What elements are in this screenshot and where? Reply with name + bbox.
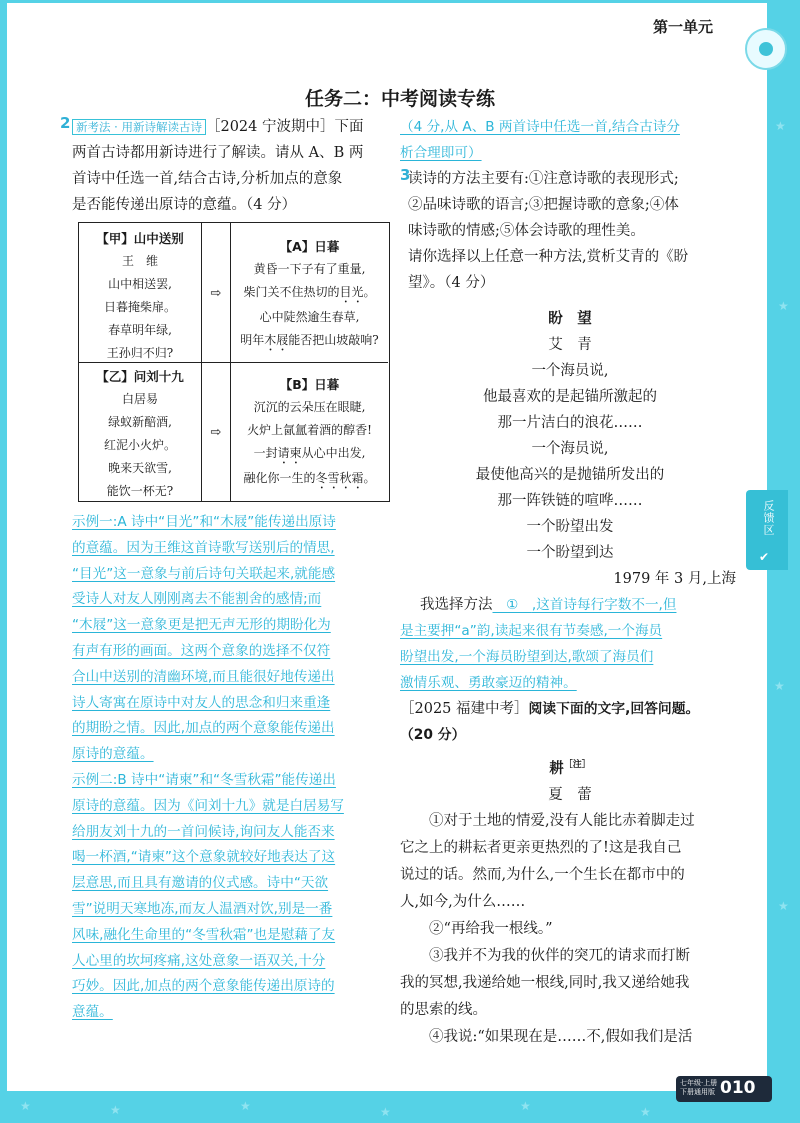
poem-line: 那一阵铁链的喧哗……	[497, 493, 643, 509]
star-decoration: ★	[778, 899, 789, 913]
emphasized-imagery: 冬雪秋霜	[315, 471, 364, 485]
poem-title: 盼 望	[548, 310, 592, 327]
question-text: 是否能传递出原诗的意蕴。（4 分）	[72, 197, 297, 213]
question-text: 首诗中任选一首,结合古诗,分析加点的意象	[72, 171, 343, 187]
answer-line: 的意蕴。因为王维这首诗歌写送别后的情思,	[72, 539, 335, 556]
answer-line: “目光”这一意象与前后诗句关联起来,就能感	[72, 565, 336, 582]
unit-label: 第一单元	[653, 18, 714, 36]
answer-line: 层意思,而且具有邀请的仪式感。诗中“天欲	[72, 875, 329, 892]
emphasized-imagery: 目光	[339, 285, 364, 299]
poem-line: 最使他高兴的是抛锚所发出的	[475, 467, 665, 483]
essay-author: 夏 蕾	[548, 786, 592, 803]
poem-date: 1979 年 3 月,上海	[613, 571, 736, 587]
star-decoration: ★	[774, 679, 785, 693]
unit-badge-icon	[745, 28, 787, 70]
answer-line: 示例二:B 诗中“请柬”和“冬雪秋霜”能传递出	[72, 771, 336, 788]
answer-line: “木屐”这一意象更是把无声无形的期盼化为	[72, 617, 331, 634]
arrow-right-icon: ⇨	[210, 285, 222, 301]
star-decoration: ★	[240, 1099, 251, 1113]
question-text: 味诗歌的情感;⑤体会诗歌的理性美。	[408, 223, 645, 239]
answer-method: ①	[492, 597, 532, 613]
poem-line: 他最喜欢的是起锚所激起的	[483, 389, 657, 405]
question-text: 下面	[334, 119, 364, 135]
star-decoration: ★	[520, 1099, 531, 1113]
question-source: ［2025 福建中考］	[400, 701, 529, 717]
answer-line: 诗人寄寓在原诗中对友人的思念和归来重逢	[72, 694, 331, 711]
answer-line: 是主要押“a”韵,读起来很有节奏感,一个海员	[400, 623, 663, 639]
question-number: 2	[60, 114, 71, 132]
answer-line: 盼望出发,一个海员盼望到达,歌颂了海员们	[400, 649, 654, 665]
answer-block	[72, 510, 390, 1026]
essay-line: ③我并不为我的伙伴的突兀的请求而打断	[429, 947, 690, 964]
answer-line: 析合理即可）	[400, 145, 482, 161]
poem-line: 一个海员说,	[531, 441, 609, 457]
question-text: 望》。（4 分）	[408, 275, 495, 291]
essay-title: 耕$^{[注]}$	[549, 759, 591, 777]
ancient-poem-jia: 【甲】山中送别 王 维 山中相送罢, 日暮掩柴扉。 春草明年绿, 王孙归不归?	[79, 223, 202, 362]
page-number-badge	[676, 1076, 772, 1102]
answer-line: 雪”说明天寒地冻,而友人温酒对饮,别是一番	[72, 900, 333, 917]
star-decoration: ★	[20, 1099, 31, 1113]
feedback-tab[interactable]: 反馈区 ✔	[746, 490, 788, 570]
answer-line: 意蕴。	[72, 1004, 113, 1021]
question-tag: 新考法 · 用新诗解读古诗	[72, 119, 206, 135]
star-decoration: ★	[778, 299, 789, 313]
answer-line: 受诗人对友人刚刚离去不能割舍的感情;而	[72, 591, 322, 608]
table-row	[79, 223, 388, 363]
question-text: ②品味诗歌的语言;③把握诗歌的意象;④体	[408, 197, 679, 213]
star-decoration: ★	[110, 1103, 121, 1117]
book-label: 七年级·上册 下册通用版	[680, 1079, 718, 1096]
answer-line: 示例一:A 诗中“目光”和“木屐”能传递出原诗	[72, 514, 336, 530]
ancient-poem-yi: 【乙】问刘十九 白居易 绿蚁新醅酒, 红泥小火炉。 晚来天欲雪, 能饮一杯无?	[79, 363, 202, 501]
answer-line: 给朋友刘十九的一首问候诗,询问友人能否来	[72, 823, 335, 840]
question-source: ［2024 宁波期中］	[205, 119, 335, 135]
question-2	[72, 114, 390, 218]
essay-line: ②“再给我一根线。”	[429, 920, 553, 937]
answer-prompt: 我选择方法	[420, 597, 493, 613]
new-poem-b: 【B】日暮 沉沉的云朵压在眼睫, 火炉上氤氲着酒的醇香! 一封请柬从心中出发, 融化你一生的冬雪秋霜。	[243, 377, 376, 485]
poem-line: 一个盼望出发	[526, 519, 614, 535]
new-poem-a: 【A】日暮 黄昏一下子有了重量, 柴门关不住热切的目光。 心中陡然逾生春草, 明年木屐能否把山坡敲响?	[240, 239, 379, 347]
answer-line: 的期盼之情。因此,加点的两个意象能传递出	[72, 720, 335, 737]
essay-line: 我的冥想,我递给她一根线,同时,我又递给她我	[400, 974, 690, 991]
answer-line: 激情乐观、勇敢豪迈的精神。	[400, 675, 577, 691]
essay-note: ［注］	[563, 760, 591, 770]
essay-line: ④我说:“如果现在是……不,假如我们是活	[429, 1028, 693, 1045]
question-number: 3	[400, 166, 411, 184]
top-bar	[7, 3, 767, 41]
check-icon: ✔	[759, 550, 770, 564]
answer-line: 风味,融化生命里的“冬雪秋霜”也是慰藉了友	[72, 926, 336, 943]
answer-line: 有声有形的画面。这两个意象的选择不仅符	[72, 642, 331, 659]
essay-line: 的思索的线。	[400, 1001, 487, 1018]
question-text: 阅读下面的文字,回答问题。	[528, 701, 700, 717]
poem-line: 那一片洁白的浪花……	[497, 415, 643, 431]
essay-line: 人,如今,为什么……	[400, 893, 526, 910]
star-decoration: ★	[775, 119, 786, 133]
question-score: （20 分）	[400, 727, 466, 743]
star-decoration: ★	[380, 1105, 391, 1119]
question-text: 读诗的方法主要有:①注意诗歌的表现形式;	[408, 171, 679, 187]
poem-author: 艾 青	[548, 337, 592, 353]
poem-line: 一个盼望到达	[526, 545, 614, 561]
page-title: 任务二：中考阅读专练	[304, 88, 495, 110]
poem-line: 一个海员说,	[531, 363, 609, 379]
answer-line: 原诗的意蕴。	[72, 746, 154, 763]
arrow-right-icon: ⇨	[210, 425, 222, 440]
answer-line: 巧妙。因此,加点的两个意象能传递出原诗的	[72, 978, 335, 995]
essay-line: 说过的话。然而,为什么,一个生长在都市中的	[400, 866, 685, 883]
table-row	[79, 363, 388, 501]
answer-line: 喝一杯酒,“请柬”这个意象就较好地表达了这	[72, 849, 336, 866]
answer-line: 人心里的坎坷疼痛,这处意象一语双关,十分	[72, 952, 326, 969]
answer-line: 原诗的意蕴。因为《问刘十九》就是白居易写	[72, 797, 344, 814]
page-number: 010	[720, 1078, 756, 1098]
answer-line: 合山中送别的清幽环境,而且能很好地传递出	[72, 668, 335, 685]
emphasized-imagery: 木屐	[264, 333, 289, 347]
emphasized-imagery: 请柬	[277, 446, 302, 460]
question-text: 两首古诗都用新诗进行了解读。请从 A、B 两	[72, 145, 364, 161]
answer-line: ,这首诗每行字数不一,但	[531, 597, 677, 613]
answer-line: （4 分,从 A、B 两首诗中任选一首,结合古诗分	[400, 119, 680, 135]
poem-comparison-table	[78, 222, 390, 502]
star-decoration: ★	[640, 1105, 651, 1119]
essay-line: 它之上的耕耘者更亲更热烈的了!这是我自己	[400, 839, 682, 856]
essay-line: ①对于土地的情爱,没有人能比赤着脚走过	[429, 812, 695, 829]
right-column	[400, 114, 740, 1051]
question-text: 请你选择以上任意一种方法,赏析艾青的《盼	[408, 249, 689, 265]
